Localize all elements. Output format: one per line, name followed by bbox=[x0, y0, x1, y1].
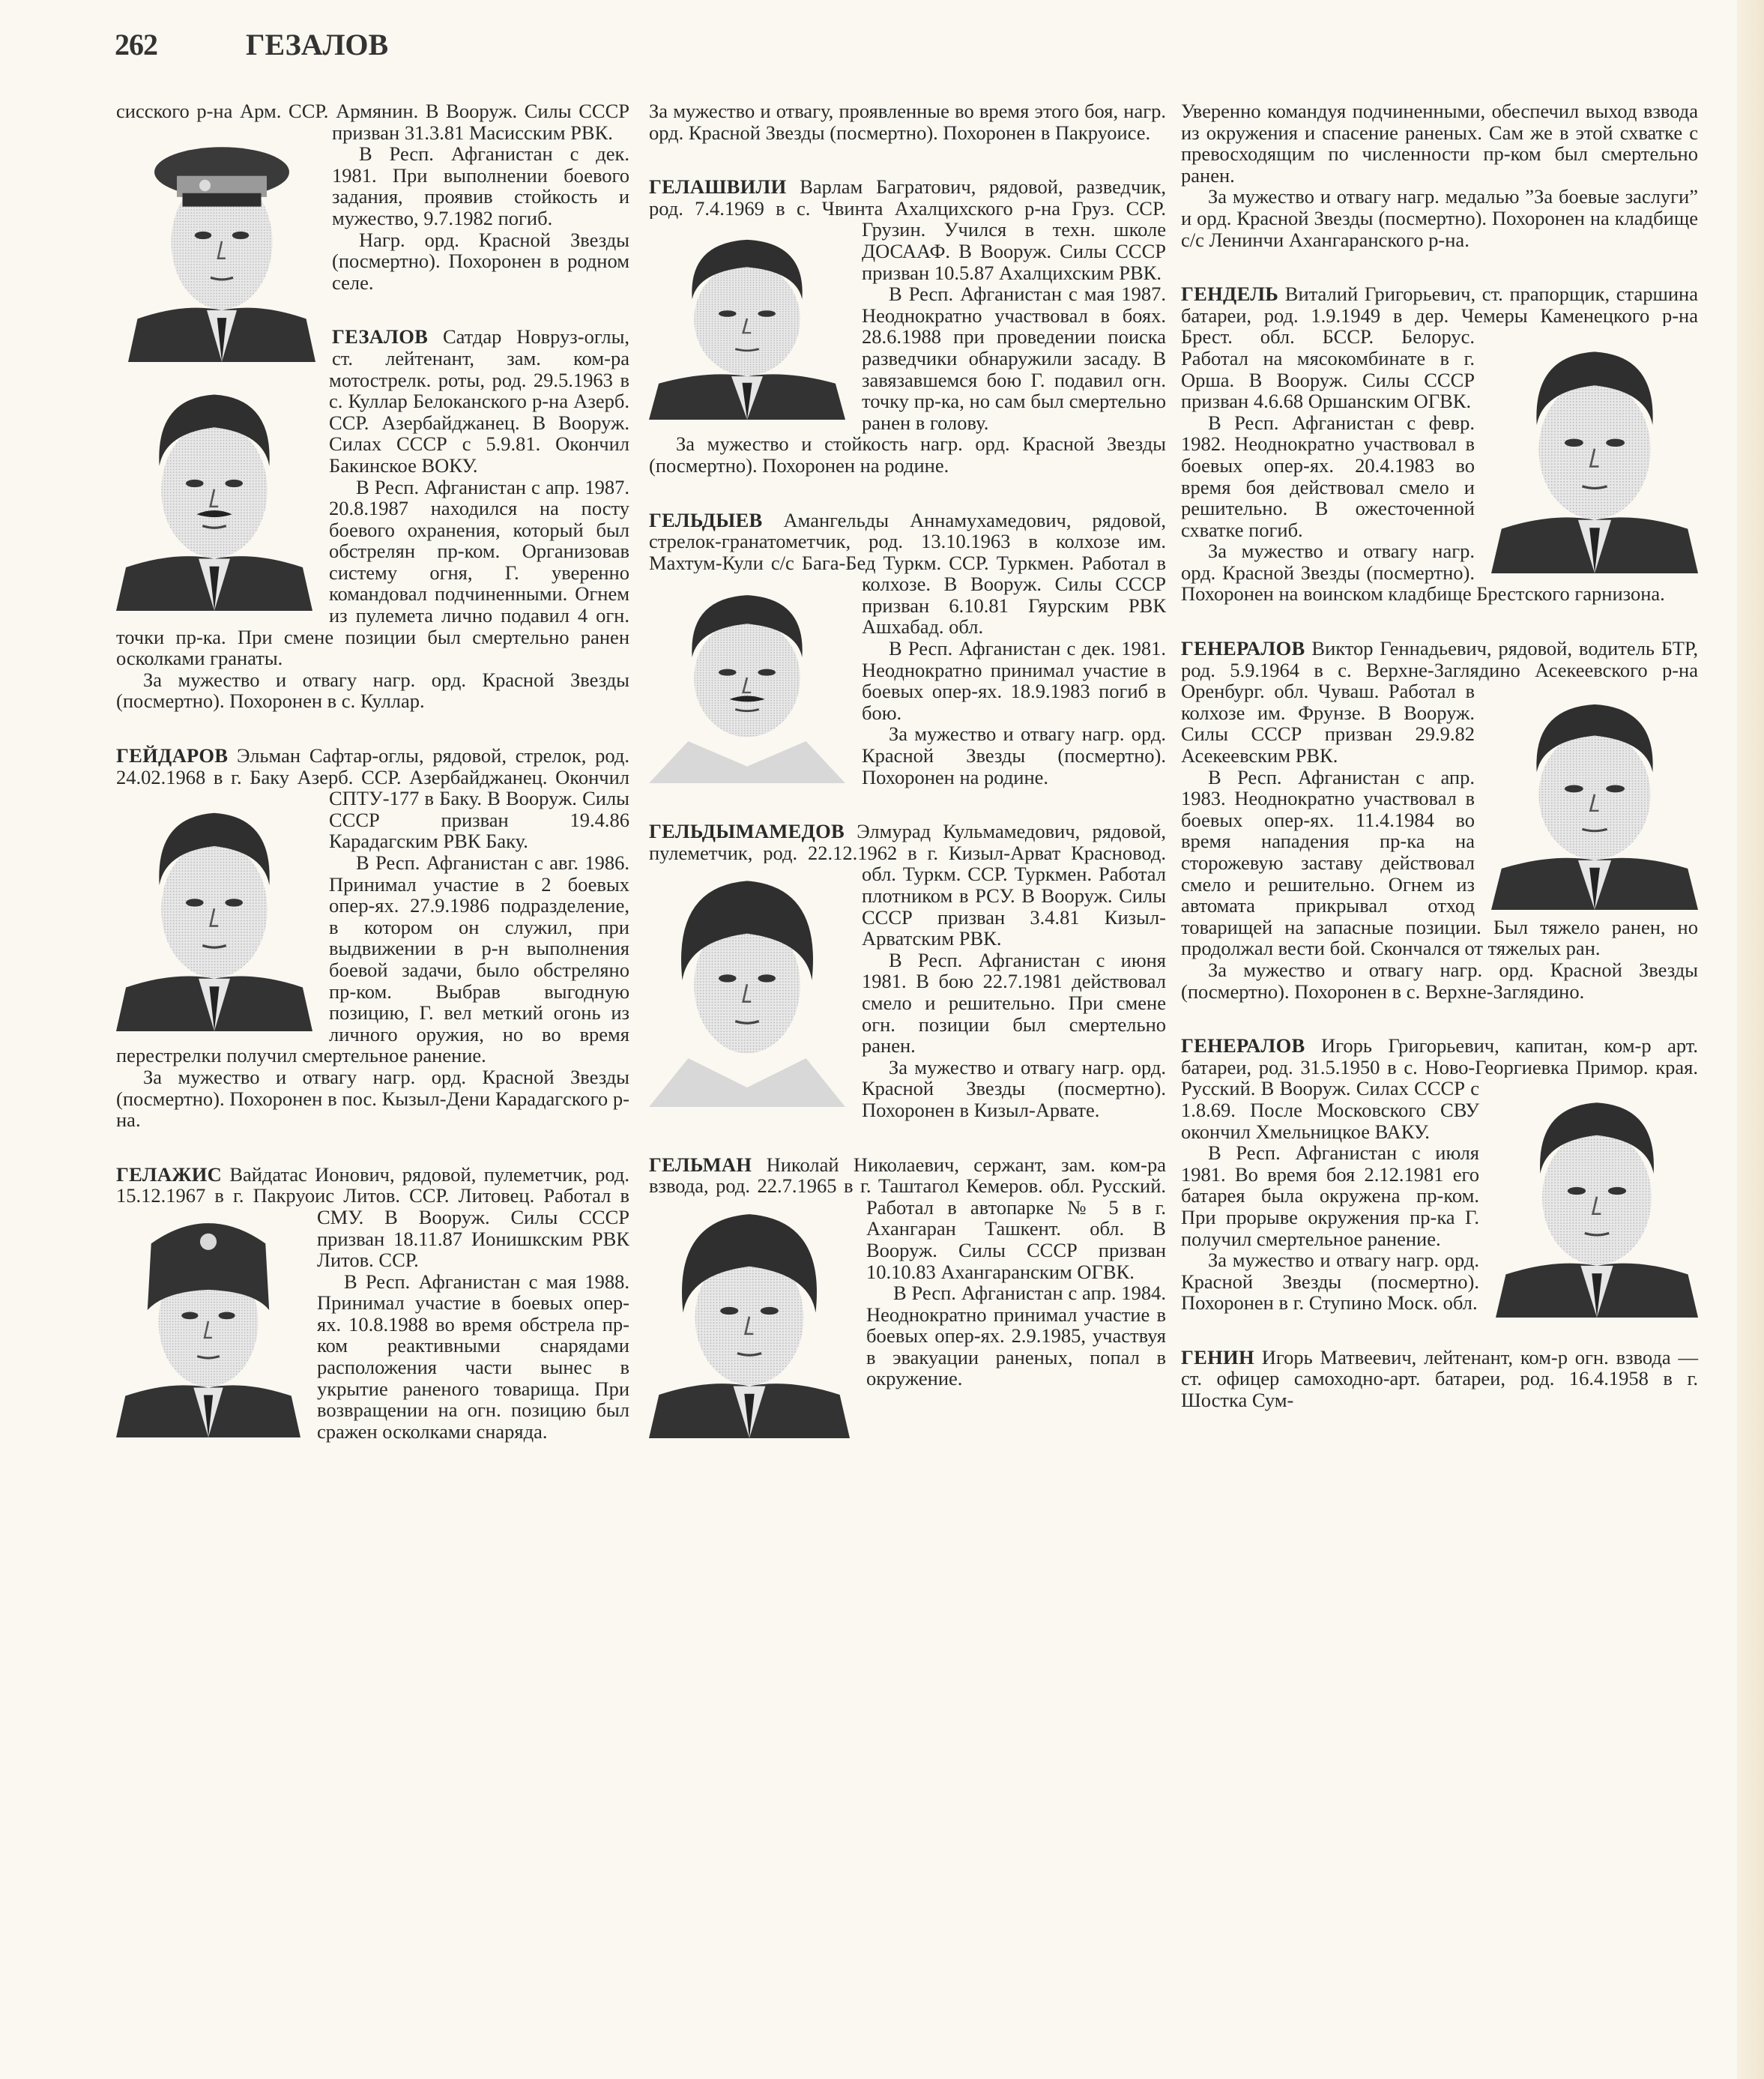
entry bbox=[649, 821, 1166, 1120]
entry-text: Нагр. орд. Красной Звезды (посмертно). Похоронен в родном селе. bbox=[332, 228, 629, 294]
portrait-officer-cap-photo bbox=[128, 122, 315, 362]
entry-surname: ГЕНЕРАЛОВ bbox=[1181, 637, 1305, 660]
entry-surname: ГЕЛЬДЫМАМЕДОВ bbox=[649, 820, 845, 843]
entry-paragraph bbox=[1181, 283, 1698, 412]
entry-paragraph bbox=[649, 100, 1166, 143]
entry-text: За мужество и отвагу нагр. медалью ”За боевые заслуги” и орд. Красной Звезды (посмертно). Похоронен на кладбище с/с Ленинчи Ахангаранского р-на. bbox=[1181, 185, 1698, 251]
entry-surname: ГЕЛЬДЫЕВ bbox=[649, 508, 763, 531]
entry-text: Игорь Григорьевич, капитан, ком-р арт. батареи, род. 31.5.1950 в с. Ново-Георгиевка Примор. края. Русский. В Вооруж. Силах СССР с 1.8.69. После Московского СВУ окончил Хмельницкое ВАКУ. bbox=[1181, 1034, 1699, 1143]
entry-text: За мужество и отвагу нагр. орд. Красной Звезды (посмертно). Похоронен в пос. Кызыл-Дени Карадагского р-на. bbox=[116, 1065, 629, 1132]
entry bbox=[116, 745, 629, 1131]
entry bbox=[649, 176, 1166, 476]
entry-paragraph bbox=[1181, 186, 1698, 250]
entry-text: В Респ. Афганистан с дек. 1981. Неоднократно принимал участие в боевых опер-ях. 18.9.1983 погиб в бою. bbox=[862, 637, 1166, 724]
entry-paragraph bbox=[649, 433, 1166, 476]
entry-text: В Респ. Афганистан с авг. 1986. Принимал участие в 2 боевых опер-ях. 27.9.1986 подразделение, в котором он служил, при выдвижении в р-н выполнения боевой задачи, было обстреляно пр-ком. Выбрав выгодную позицию, Г. вел меткий огонь из личного оружия, но во время перестрелки получил смертельное ранение. bbox=[116, 851, 629, 1067]
entry-text: В Респ. Афганистан с июля 1981. Во время боя 2.12.1981 его батарея была окружена пр-ком. При прорыве окружения пр-ка Г. получил смертельное ранение. bbox=[1181, 1141, 1479, 1250]
entry-text: В Респ. Афганистан с апр. 1983. Неоднократно участвовал в боевых опер-ях. 11.4.1984 во время нападения пр-ка на сторожевую заставу действовал смело и решительно. Огнем из автомата прикрывал отход товарищей на запасные позиции. Был тяжело ранен, но продолжал вести бой. Скончался от тяжелых ран. bbox=[1181, 765, 1698, 960]
entry-text: Эльман Сафтар-оглы, рядовой, стрелок, род. 24.02.1968 в г. Баку Азерб. ССР. Азербайджанец. Окончил СПТУ-177 в Баку. В Вооруж. Силы СССР призван 19.4.86 Карадагским РВК Баку. bbox=[116, 744, 630, 853]
entry-text: За мужество и отвагу нагр. орд. Красной Звезды (посмертно). Похоронен на родине. bbox=[862, 722, 1166, 788]
entry-surname: ГЕНИН bbox=[1181, 1345, 1254, 1369]
entry-text: Виктор Геннадьевич, рядовой, водитель БТР, род. 5.9.1964 в с. Верхне-Заглядино Асекеевского р-на Оренбург. обл. Чуваш. Работал в колхозе им. Фрунзе. В Вооруж. Силы СССР призван 29.9.82 Асекеевским РВК. bbox=[1181, 637, 1698, 767]
entry-text: За мужество и отвагу, проявленные во время этого боя, нагр. орд. Красной Звезды (посмертно). Похоронен в Пакруоисе. bbox=[649, 100, 1166, 144]
entry-surname: ГЕЛАШВИЛИ bbox=[649, 175, 787, 199]
entry-surname: ГЕЛЬМАН bbox=[649, 1153, 752, 1176]
entry-text: В Респ. Афганистан с февр. 1982. Неоднократно участвовал в боевых опер-ях. 20.4.1983 во время боя действовал смело и решительно. В ожесточенной схватке погиб. bbox=[1181, 411, 1475, 541]
entry-text: В Респ. Афганистан с апр. 1987. 20.8.1987 находился на посту боевого охранения, который был обстрелян пр-ком. Организовав систему огня, Г. уверенно командовал подчиненными. Огнем из пулемета лично подавил 4 огн. точки пр-ка. При смене позиции был смертельно ранен осколками гранаты. bbox=[116, 475, 629, 670]
entry bbox=[116, 326, 629, 712]
entry-paragraph bbox=[649, 1154, 1166, 1283]
portrait-officer-moustache-photo bbox=[116, 369, 312, 611]
portrait-young-man-moustache-collar-photo bbox=[649, 573, 845, 783]
entry-text: За мужество и стойкость нагр. орд. Красной Звезды (посмертно). Похоронен на родине. bbox=[649, 432, 1166, 477]
entry-text: Игорь Матвеевич, лейтенант, ком-р огн. взвода — ст. офицер самоходно-арт. батареи, род. 16.4.1958 в г. Шостка Сум- bbox=[1181, 1345, 1698, 1412]
portrait-young-man-suit-photo bbox=[649, 219, 845, 420]
entry-text: В Респ. Афганистан с апр. 1984. Неоднократно принимал участие в боевых опер-ях. 2.9.1985, участвуя в эвакуации раненых, попал в окружение. bbox=[866, 1282, 1166, 1390]
page-number: 262 bbox=[115, 28, 157, 61]
column-2 bbox=[649, 100, 1166, 1443]
page-gutter-shadow bbox=[1737, 0, 1764, 2079]
entry-paragraph bbox=[649, 176, 1166, 283]
entry-paragraph bbox=[116, 1066, 629, 1131]
entry-paragraph bbox=[649, 821, 1166, 950]
entry-text: В Респ. Афганистан с мая 1987. Неоднократно участвовал в боях. 28.6.1988 при проведении поиска разведчики обнаружили засаду. В завязавшемся бою Г. подавил огн. точку пр-ка, но сам был смертельно ранен в голову. bbox=[862, 283, 1166, 434]
entry bbox=[1181, 1035, 1698, 1314]
entry-text: Варлам Багратович, рядовой, разведчик, род. 7.4.1969 в с. Чвинта Ахалцихского р-на Груз. ССР. Грузин. Учился в техн. школе ДОСААФ. В Вооруж. Силы СССР призван 10.5.87 Ахалцихским РВК. bbox=[649, 175, 1167, 284]
portrait-soldier-fur-hat-photo bbox=[116, 1207, 300, 1437]
entry-text: Уверенно командуя подчиненными, обеспечил выход взвода из окружения и спасение раненых. Сам же в этой схватке с превосходящим по численности пр-ком был смертельно ранен. bbox=[1181, 100, 1698, 187]
entry-text: В Респ. Афганистан с июня 1981. В бою 22.7.1981 действовал смело и решительно. При смене огн. позиции был смертельно ранен. bbox=[862, 948, 1166, 1057]
entry-paragraph bbox=[116, 100, 629, 143]
portrait-man-suit-round-face-photo bbox=[1491, 681, 1698, 910]
running-headword: ГЕЗАЛОВ bbox=[246, 28, 389, 61]
entry bbox=[649, 510, 1166, 788]
entry-text: За мужество и отвагу нагр. орд. Красной Звезды (посмертно). Похоронен в Кизыл-Арвате. bbox=[862, 1055, 1166, 1121]
entry bbox=[649, 1154, 1166, 1390]
entry-text: В Респ. Афганистан с дек. 1981. При выполнении боевого задания, проявив стойкость и мужество, 9.7.1982 погиб. bbox=[332, 142, 629, 229]
portrait-officer-uniform-photo bbox=[1496, 1078, 1698, 1318]
entry-text: За мужество и отвагу нагр. орд. Красной Звезды (посмертно). Похоронен в с. Куллар. bbox=[116, 668, 629, 713]
entry-surname: ГЕНЕРАЛОВ bbox=[1181, 1034, 1305, 1057]
entry-text: За мужество и отвагу нагр. орд. Красной Звезды (посмертно). Похоронен в г. Ступино Моск. обл. bbox=[1181, 1249, 1479, 1315]
entry-continuation bbox=[649, 100, 1166, 143]
entry-paragraph bbox=[1181, 1347, 1698, 1411]
portrait-young-man-thick-hair-photo bbox=[649, 863, 845, 1107]
entry-paragraph bbox=[116, 745, 629, 852]
portrait-young-man-long-hair-photo bbox=[649, 1197, 850, 1438]
entry-surname: ГЕЙДАРОВ bbox=[116, 744, 229, 767]
entry-text: За мужество и отвагу нагр. орд. Красной Звезды (посмертно). Похоронен на воинском кладбище Брестского гарнизона. bbox=[1181, 540, 1665, 606]
entry-text: Виталий Григорьевич, ст. прапорщик, старшина батареи, род. 1.9.1949 в дер. Чемеры Каменецкого р-на Брест. обл. БССР. Белорус. Работал на мясокомбинате в г. Орша. В Вооруж. Силы СССР призван 4.6.68 Оршанским ОГВК. bbox=[1181, 283, 1698, 413]
entry-text: Николай Николаевич, сержант, зам. ком-ра взвода, род. 22.7.1965 в г. Таштагол Кемеров. обл. Русский. Работал в автопарке № 5 в г. Ахангаран Ташкент. обл. В Вооруж. Силы СССР призван 10.10.83 Ахангаранским ОГВК. bbox=[649, 1153, 1166, 1283]
entry-text: Вайдатас Ионович, рядовой, пулеметчик, род. 15.12.1967 в г. Пакруоис Литов. ССР. Литовец. Работал в СМУ. В Вооруж. Силы СССР призван 18.11.87 Ионишкским РВК Литов. ССР. bbox=[116, 1162, 629, 1272]
entry bbox=[1181, 283, 1698, 605]
entry-surname: ГЕЗАЛОВ bbox=[332, 325, 429, 348]
column-1 bbox=[116, 100, 629, 1442]
portrait-man-suit-tie-photo bbox=[1491, 326, 1698, 573]
entry-text: Амангельды Аннамухамедович, рядовой, стрелок-гранатометчик, род. 13.10.1963 в колхозе им. Махтум-Кули с/с Бага-Бед Туркм. ССР. Туркмен. Работал в колхозе. В Вооруж. Силы СССР призван 6.10.81 Гяурским РВК Ашхабад. обл. bbox=[649, 508, 1166, 639]
entry-continuation bbox=[116, 100, 629, 293]
entry-text: Элмурад Кульмамедович, рядовой, пулеметчик, род. 22.12.1962 в г. Кизыл-Арват Красновод. обл. Туркм. ССР. Туркмен. Работал плотником в РСУ. В Вооруж. Силы СССР призван 3.4.81 Кизыл-Арватским РВК. bbox=[649, 820, 1167, 950]
entry-text: В Респ. Афганистан с мая 1988. Принимал участие в боевых опер-ях. 10.8.1988 во время обстрела пр-ком реактивными снарядами расположения части вынес в укрытие раненого товарища. При возвращении на огн. позицию был сражен осколками снаряда. bbox=[317, 1270, 629, 1443]
entry-paragraph bbox=[116, 669, 629, 712]
entry-paragraph bbox=[116, 1164, 629, 1271]
entry-paragraph bbox=[1181, 959, 1698, 1002]
entry-surname: ГЕЛАЖИС bbox=[116, 1162, 223, 1186]
entry-paragraph bbox=[1181, 100, 1698, 186]
entry-paragraph bbox=[1181, 1035, 1698, 1142]
entry-text: Сатдар Новруз-оглы, ст. лейтенант, зам. ком-ра мотострелк. роты, род. 29.5.1963 в с. Куллар Белоканского р-на Азерб. ССР. Азербайджанец. В Вооруж. Силах СССР с 5.9.81. Окончил Бакинское ВОКУ. bbox=[329, 325, 629, 477]
entry-paragraph bbox=[1181, 638, 1698, 767]
entry-continuation bbox=[1181, 100, 1698, 250]
entry-text: сисского р-на Арм. ССР. Армянин. В Вооруж. Силы СССР призван 31.3.81 Масисским РВК. bbox=[116, 100, 629, 144]
entry-text: За мужество и отвагу нагр. орд. Красной Звезды (посмертно). Похоронен в с. Верхне-Заглядино. bbox=[1181, 958, 1698, 1003]
column-3 bbox=[1181, 100, 1698, 1411]
portrait-young-man-jacket-photo bbox=[116, 788, 312, 1031]
entry bbox=[116, 1164, 629, 1443]
entry bbox=[1181, 638, 1698, 1002]
entry-surname: ГЕНДЕЛЬ bbox=[1181, 283, 1279, 306]
entry-paragraph bbox=[649, 510, 1166, 639]
entry bbox=[1181, 1347, 1698, 1411]
